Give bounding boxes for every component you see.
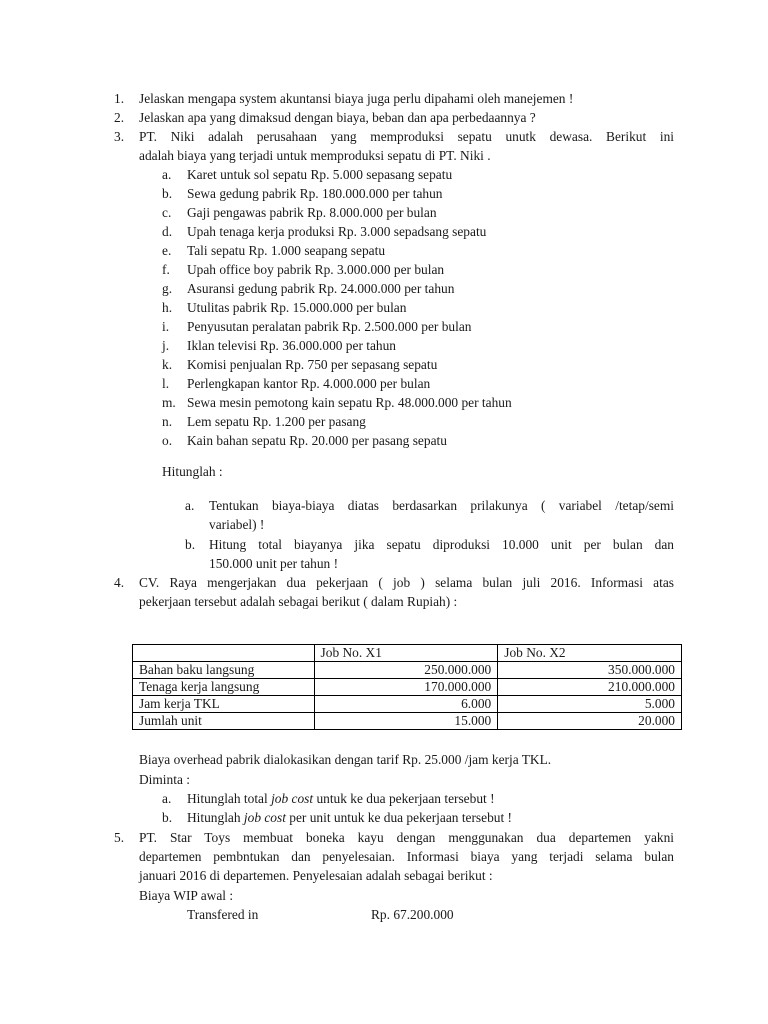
q4-req-b-em: job cost <box>243 810 286 825</box>
table-cell: Bahan baku langsung <box>133 662 315 679</box>
list-item-text: Perlengkapan kantor Rp. 4.000.000 per bulan <box>187 376 431 391</box>
table-cell: 170.000.000 <box>314 679 498 696</box>
q4-req-b-pre: Hitunglah <box>187 810 244 825</box>
table-row <box>133 662 682 679</box>
q5-intro-line3: januari 2016 di departemen. Penyelesaian adalah sebagai berikut : <box>139 868 493 883</box>
q4-req-a-letter: a. <box>162 791 172 806</box>
list-item-letter: e. <box>162 243 172 258</box>
q3-sub-b-line2: 150.000 unit per tahun ! <box>209 556 339 571</box>
list-item-letter: f. <box>162 262 170 277</box>
table-cell: 6.000 <box>314 696 498 713</box>
table-cell: 210.000.000 <box>498 679 682 696</box>
q3-hitunglah: Hitunglah : <box>162 464 223 479</box>
q4-diminta: Diminta : <box>139 772 190 787</box>
table-header-row <box>133 645 682 662</box>
table-cell: 15.000 <box>314 713 498 730</box>
q3-sub-a-line2: variabel) ! <box>209 517 265 532</box>
q5-intro-line2: departemen pembntukan dan penyelesaian. Informasi biaya yang terjadi selama bulan <box>139 849 674 864</box>
list-item-text: Tali sepatu Rp. 1.000 seapang sepatu <box>187 243 386 258</box>
list-item-letter: a. <box>162 167 172 182</box>
q4-overhead-text: Biaya overhead pabrik dialokasikan dengan tarif Rp. 25.000 /jam kerja TKL. <box>139 752 552 767</box>
list-item-text: Sewa gedung pabrik Rp. 180.000.000 per tahun <box>187 186 443 201</box>
job-cost-table <box>132 644 682 730</box>
table-header-cell: Job No. X2 <box>498 645 682 662</box>
table-cell: 5.000 <box>498 696 682 713</box>
table-cell: 350.000.000 <box>498 662 682 679</box>
q4-req-a-em: job cost <box>271 791 314 806</box>
table-header-cell <box>133 645 315 662</box>
list-item-letter: m. <box>162 395 176 410</box>
q5-wip-label: Biaya WIP awal : <box>139 888 234 903</box>
list-item-text: Komisi penjualan Rp. 750 per sepasang sepatu <box>187 357 438 372</box>
q3-intro-line1: PT. Niki adalah perusahaan yang memproduksi sepatu unutk dewasa. Berikut ini <box>139 129 674 144</box>
list-item-text: Asuransi gedung pabrik Rp. 24.000.000 per tahun <box>187 281 455 296</box>
table-cell: Jumlah unit <box>133 713 315 730</box>
list-item-text: Penyusutan peralatan pabrik Rp. 2.500.000 per bulan <box>187 319 472 334</box>
list-item-text: Utulitas pabrik Rp. 15.000.000 per bulan <box>187 300 407 315</box>
q3-number: 3. <box>114 129 125 144</box>
q4-req-a-post: untuk ke dua pekerjaan tersebut ! <box>313 791 495 806</box>
table-cell: Jam kerja TKL <box>133 696 315 713</box>
q4-req-b-post: per unit untuk ke dua pekerjaan tersebut ! <box>285 810 513 825</box>
q4-number: 4. <box>114 575 125 590</box>
q5-intro-line1: PT. Star Toys membuat boneka kayu dengan menggunakan dua departemen yakni <box>139 830 674 845</box>
table-row <box>133 696 682 713</box>
q5-transfer-label: Transfered in <box>187 907 259 922</box>
list-item-text: Lem sepatu Rp. 1.200 per pasang <box>187 414 366 429</box>
list-item-letter: l. <box>162 376 170 391</box>
table-row <box>133 679 682 696</box>
q3-intro-line2: adalah biaya yang terjadi untuk memproduksi sepatu di PT. Niki . <box>139 148 491 163</box>
q1-text: Jelaskan mengapa system akuntansi biaya juga perlu dipahami oleh manejemen ! <box>139 91 574 106</box>
list-item-letter: n. <box>162 414 173 429</box>
q2-text: Jelaskan apa yang dimaksud dengan biaya, beban dan apa perbedaannya ? <box>139 110 536 125</box>
q4-req-b-letter: b. <box>162 810 173 825</box>
q4-req-b-text <box>187 808 512 827</box>
list-item-text: Upah tenaga kerja produksi Rp. 3.000 sepadsang sepatu <box>187 224 487 239</box>
list-item-letter: i. <box>162 319 170 334</box>
list-item-letter: k. <box>162 357 173 372</box>
list-item-text: Sewa mesin pemotong kain sepatu Rp. 48.000.000 per tahun <box>187 395 512 410</box>
q2-number: 2. <box>114 110 125 125</box>
q1-number: 1. <box>114 91 125 106</box>
table-cell: 20.000 <box>498 713 682 730</box>
list-item-text: Karet untuk sol sepatu Rp. 5.000 sepasang sepatu <box>187 167 453 182</box>
list-item-letter: g. <box>162 281 173 296</box>
table-row <box>133 713 682 730</box>
table-header-cell: Job No. X1 <box>314 645 498 662</box>
q3-sub-a-line1: Tentukan biaya-biaya diatas berdasarkan prilakunya ( variabel /tetap/semi <box>209 498 674 513</box>
q5-transfer-value: Rp. 67.200.000 <box>371 907 454 922</box>
q4-intro-line1: CV. Raya mengerjakan dua pekerjaan ( job ) selama bulan juli 2016. Informasi atas <box>139 575 674 590</box>
list-item-letter: h. <box>162 300 173 315</box>
list-item-text: Upah office boy pabrik Rp. 3.000.000 per bulan <box>187 262 445 277</box>
list-item-letter: d. <box>162 224 173 239</box>
q3-sub-b-letter: b. <box>185 537 196 552</box>
list-item-text: Gaji pengawas pabrik Rp. 8.000.000 per bulan <box>187 205 437 220</box>
list-item-letter: o. <box>162 433 173 448</box>
q5-number: 5. <box>114 830 125 845</box>
q4-req-a-text <box>187 789 495 808</box>
list-item-text: Kain bahan sepatu Rp. 20.000 per pasang sepatu <box>187 433 447 448</box>
q4-intro-line2: pekerjaan tersebut adalah sebagai berikut ( dalam Rupiah) : <box>139 594 458 609</box>
list-item-letter: j. <box>162 338 170 353</box>
list-item-letter: b. <box>162 186 173 201</box>
list-item-letter: c. <box>162 205 172 220</box>
q3-sub-b-line1: Hitung total biayanya jika sepatu diproduksi 10.000 unit per bulan dan <box>209 537 674 552</box>
table-cell: 250.000.000 <box>314 662 498 679</box>
list-item-text: Iklan televisi Rp. 36.000.000 per tahun <box>187 338 397 353</box>
q3-sub-a-letter: a. <box>185 498 195 513</box>
q4-req-a-pre: Hitunglah total <box>187 791 272 806</box>
table-cell: Tenaga kerja langsung <box>133 679 315 696</box>
